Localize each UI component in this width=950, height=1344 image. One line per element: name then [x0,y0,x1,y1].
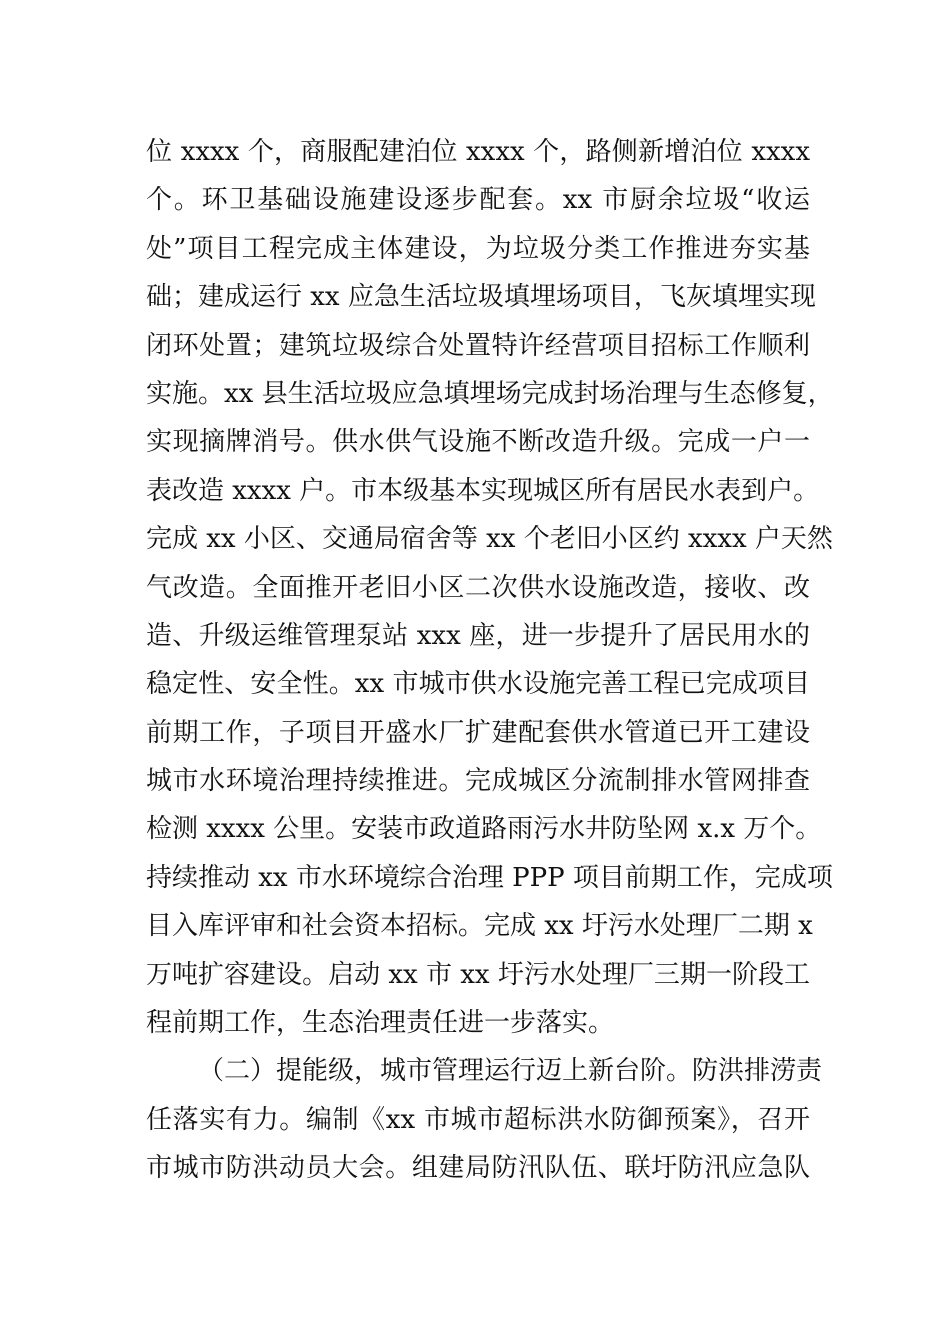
text-line: 任落实有力。编制《xx 市城市超标洪水防御预案》，召开 [146,1104,810,1135]
text-line: 市城市防洪动员大会。组建局防汛队伍、联圩防汛应急队 [146,1153,810,1184]
text-line: 检测 xxxx 公里。安装市政道路雨污水井防坠网 x.x 万个。 [146,814,822,845]
text-line: 城市水环境治理持续推进。完成城区分流制排水管网排查 [146,766,810,797]
text-line: 造、升级运维管理泵站 xxx 座，进一步提升了居民用水的 [146,620,810,651]
text-line: 完成 xx 小区、交通局宿舍等 xx 个老旧小区约 xxxx 户天然 [146,524,833,555]
text-line: 目入库评审和社会资本招标。完成 xx 圩污水处理厂二期 x [146,911,813,942]
text-line: 位 xxxx 个，商服配建泊位 xxxx 个，路侧新增泊位 xxxx [146,137,810,167]
text-line: 个。环卫基础设施建设逐步配套。xx 市厨余垃圾“收运 [146,185,810,216]
text-line: 表改造 xxxx 户。市本级基本实现城区所有居民水表到户。 [146,475,820,506]
text-line: 稳定性、安全性。xx 市城市供水设施完善工程已完成项目 [146,669,810,700]
text-line: 持续推动 xx 市水环境综合治理 PPP 项目前期工作，完成项 [146,862,833,893]
text-line: 万吨扩容建设。启动 xx 市 xx 圩污水处理厂三期一阶段工 [146,959,810,990]
text-line: 气改造。全面推开老旧小区二次供水设施改造，接收、改 [146,572,810,603]
text-line: 前期工作，子项目开盛水厂扩建配套供水管道已开工建设 [146,717,810,748]
section-heading-line: （二）提能级，城市管理运行迈上新台阶。防洪排涝责 [198,1056,823,1087]
text-line: 处”项目工程完成主体建设，为垃圾分类工作推进夯实基 [146,233,810,264]
text-line: 闭环处置；建筑垃圾综合处置特许经营项目招标工作顺利 [146,330,810,361]
text-line: 实施。xx 县生活垃圾应急填埋场完成封场治理与生态修复， [146,378,834,409]
text-line: 础；建成运行 xx 应急生活垃圾填埋场项目，飞灰填埋实现 [146,282,816,313]
text-line: 程前期工作，生态治理责任进一步落实。 [146,1008,615,1039]
body-text [146,128,834,1193]
text-line: 实现摘牌消号。供水供气设施不断改造升级。完成一户一 [146,427,810,458]
